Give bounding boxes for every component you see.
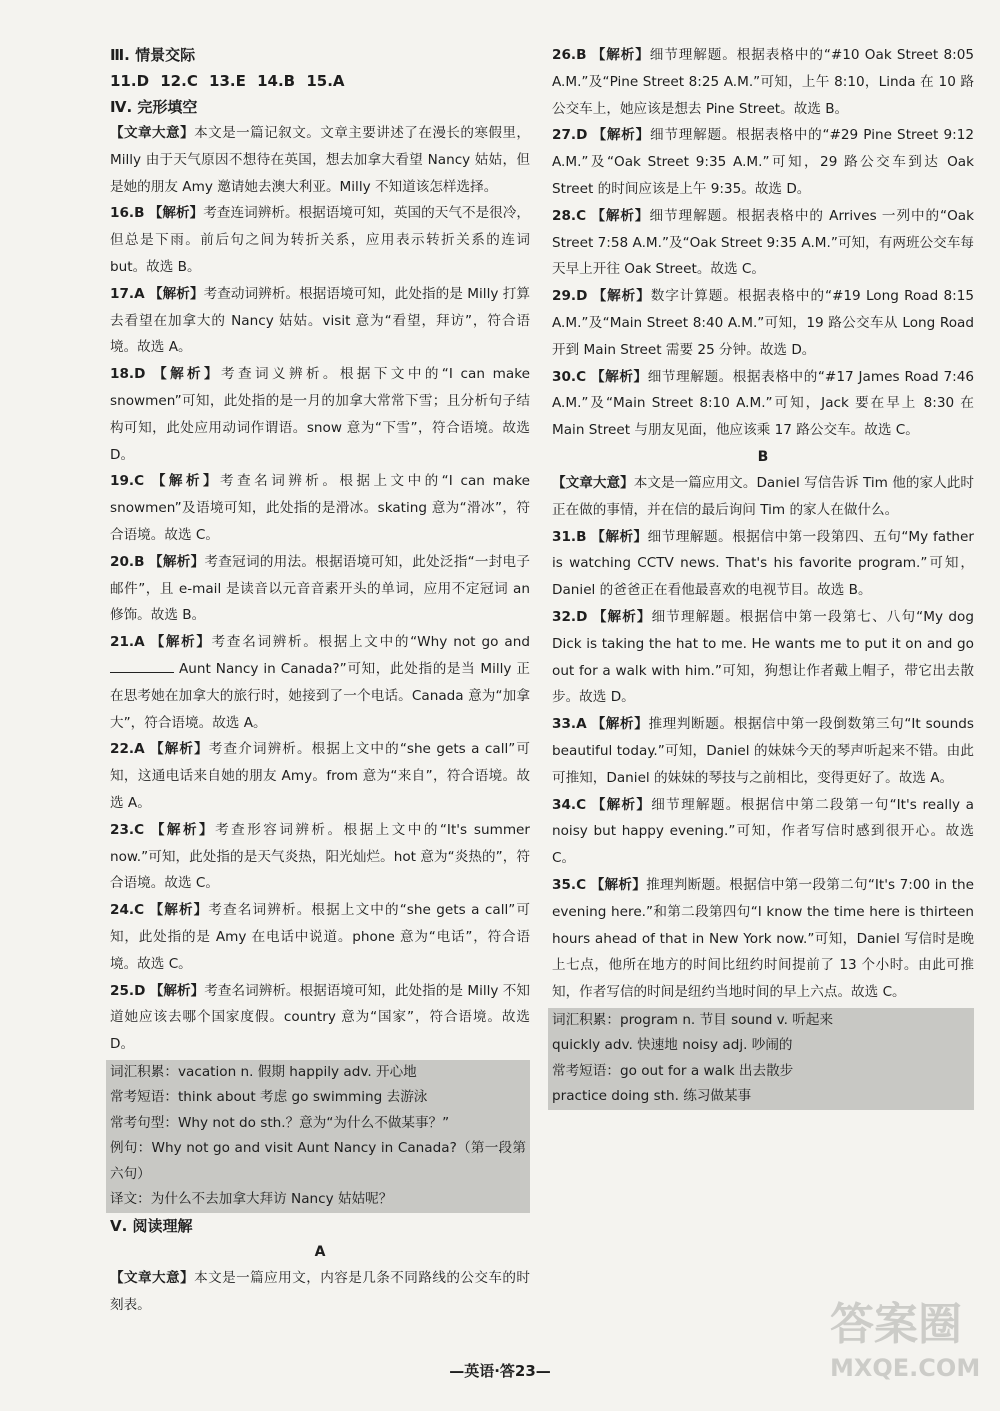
note-line: 例句：Why not go and visit Aunt Nancy in Canada?（第一段第六句）	[110, 1140, 526, 1182]
note-line: 词汇积累：program n. 节目 sound v. 听起来	[552, 1011, 834, 1028]
answer-item-21: 21.A 【解析】考查名词辨析。根据上文中的“Why not go and Aunt Nancy in Canada?”可知，此处指的是当 Milly 正在思考她在加拿大的旅行时，她接到了一个电话。Canada 意为“加拿大”，符合语境。故选 A。	[110, 634, 531, 731]
answer-item-19: 19.C 【解析】考查名词辨析。根据上文中的“I can make snowmen”及语境可知，此处指的是滑冰。skating 意为“滑冰”，符合语境。故选 C。	[110, 473, 531, 543]
answer-item-20: 20.B 【解析】考查冠词的用法。根据语境可知，此处泛指“一封电子邮件”，且 e-mail 是读音以元音音素开头的单词，应用不定冠词 an 修饰。故选 B。	[110, 553, 530, 624]
article-summary-cloze	[110, 120, 530, 200]
vocabulary-notes-box	[106, 1060, 530, 1213]
part-b-heading: B	[757, 448, 769, 465]
section-heading-3: Ⅲ. 情景交际	[110, 46, 196, 64]
note-line: 常考短语：think about 考虑 go swimming 去游泳	[110, 1089, 428, 1106]
answer-item-35: 35.C 【解析】推理判断题。根据信中第一段第二句“It's 7:00 in the evening here.”和第二段第四句“I know the time here is thirteen hours ahead of that in New York now.”可知，Daniel 写信时是晚上七点，他所在地方的时间比纽约时间提前了 13 个小时。由此可推知，作者写信的时间是纽约当地时间的早上六点。故选 C。	[552, 876, 975, 1001]
note-line: 译文：为什么不去加拿大拜访 Nancy 姑姑呢？	[110, 1191, 393, 1208]
answer-item-33: 33.A 【解析】推理判断题。根据信中第一段倒数第三句“It sounds beautiful today.”可知，Daniel 的妹妹今天的琴声听起来不错。由此可推知，Daniel 的妹妹的琴技与之前相比，变得更好了。故选 A。	[552, 716, 975, 786]
vocabulary-notes-box-right	[548, 1008, 974, 1110]
answer-item-17: 17.A 【解析】考查动词辨析。根据语境可知，此处指的是 Milly 打算去看望在加拿大的 Nancy 姑姑。visit 意为“看望，拜访”，符合语境。故选 A。	[110, 285, 531, 356]
right-column	[552, 42, 974, 1110]
section-heading-4: Ⅳ. 完形填空	[110, 98, 198, 116]
page-footer: —英语·答23—	[449, 1362, 551, 1380]
summary-tag: 【文章大意】	[110, 125, 195, 141]
article-summary-b: 【文章大意】本文是一篇应用文。Daniel 写信告诉 Tim 他的家人此时正在做的事情，并在信的最后询问 Tim 的家人在做什么。	[552, 474, 974, 518]
site-watermark	[830, 1300, 995, 1405]
answer-item-23: 23.C 【解析】考查形容词辨析。根据上文中的“It's summer now.”可知，此处指的是天气炎热，阳光灿烂。hot 意为“炎热的”，符合语境。故选 C。	[110, 821, 531, 892]
answer-item-32: 32.D 【解析】细节理解题。根据信中第一段第七、八句“My dog Dick is taking the hat to me. He wants me to put it on and go out for a walk with him.”可知，狗想让作者戴上帽子，带它出去散步。故选 D。	[552, 608, 974, 706]
left-column	[110, 42, 530, 1318]
watermark-text: 答案圈	[830, 1299, 962, 1350]
note-line: 常考句型：Why not do sth.？意为“为什么不做某事？”	[110, 1114, 450, 1131]
answer-item-24: 24.C 【解析】考查名词辨析。根据上文中的“she gets a call”可知，此处指的是 Amy 在电话中说道。phone 意为“电话”，符合语境。故选 C。	[110, 902, 531, 972]
answer-item-31: 31.B 【解析】细节理解题。根据信中第一段第四、五句“My father is watching CCTV news. That's his favorite program.”可知，Daniel 的爸爸正在看他最喜欢的电视节目。故选 B。	[552, 528, 974, 599]
note-line: 词汇积累：vacation n. 假期 happily adv. 开心地	[110, 1063, 417, 1080]
answer-item-18: 18.D 【解析】考查词义辨析。根据下文中的“I can make snowmen”可知，此处指的是一月的加拿大常常下雪；且分析句子结构可知，此处应用动词作谓语。snow 意为“下雪”，符合语境。故选 D。	[110, 366, 531, 463]
answers-11-15: 11.D 12.C 13.E 14.B 15.A	[110, 72, 345, 90]
answer-item-29: 29.D 【解析】数字计算题。根据表格中的“#19 Long Road 8:15 A.M.”及“Main Street 8:40 A.M.”可知，19 路公交车从 Long Road 开到 Main Street 需要 25 分钟。故选 D。	[552, 288, 974, 358]
answer-item-27: 27.D 【解析】细节理解题。根据表格中的“#29 Pine Street 9:12 A.M.”及“Oak Street 9:35 A.M.”可知，29 路公交车到达 Oak Street 的时间应该是上午 9:35。故选 D。	[552, 127, 974, 197]
part-a-heading: A	[314, 1243, 326, 1260]
answer-item-25: 25.D 【解析】考查名词辨析。根据语境可知，此处指的是 Milly 不知道她应该去哪个国家度假。country 意为“国家”，符合语境。故选 D。	[110, 982, 531, 1053]
watermark-url: MXQE.COM	[830, 1354, 981, 1382]
note-line: practice doing sth. 练习做某事	[552, 1088, 752, 1105]
answer-item-30: 30.C 【解析】细节理解题。根据表格中的“#17 James Road 7:46 A.M.”及“Main Street 8:10 A.M.”可知，Jack 要在早上 8:30 在 Main Street 与朋友见面，他应该乘 17 路公交车。故选 C。	[552, 368, 975, 439]
answer-item-28: 28.C 【解析】细节理解题。根据表格中的 Arrives 一列中的“Oak Street 7:58 A.M.”及“Oak Street 9:35 A.M.”可知，有两班公交车每天早上开往 Oak Street。故选 C。	[552, 207, 974, 278]
note-line: quickly adv. 快速地 noisy adj. 吵闹的	[552, 1037, 793, 1054]
answer-item-34: 34.C 【解析】细节理解题。根据信中第二段第一句“It's really a noisy but happy evening.”可知，作者写信时感到很开心。故选 C。	[552, 796, 974, 867]
article-summary-a: 【文章大意】本文是一篇应用文，内容是几条不同路线的公交车的时刻表。	[110, 1269, 531, 1313]
note-line: 常考短语：go out for a walk 出去散步	[552, 1062, 794, 1079]
summary-text: 本文是一篇记叙文。文章主要讲述了在漫长的寒假里，Milly 由于天气原因不想待在英国，想去加拿大看望 Nancy 姑姑，但是她的朋友 Amy 邀请她去澳大利亚。Milly 不知道该怎样选择。	[110, 125, 531, 195]
blank-line	[110, 660, 174, 673]
section-heading-5: Ⅴ. 阅读理解	[110, 1216, 193, 1235]
answer-item-22: 22.A 【解析】考查介词辨析。根据上文中的“she gets a call”可知，这通电话来自她的朋友 Amy。from 意为“来自”，符合语境。故选 A。	[110, 741, 531, 811]
answer-item-26: 26.B 【解析】细节理解题。根据表格中的“#10 Oak Street 8:05 A.M.”及“Pine Street 8:25 A.M.”可知，上午 8:10，Linda 在 10 路公交车上，她应该是想去 Pine Street。故选 B。	[552, 47, 974, 117]
answer-item-16: 16.B 【解析】考查连词辨析。根据语境可知，英国的天气不是很冷，但总是下雨。前后句之间为转折关系，应用表示转折关系的连词 but。故选 B。	[110, 205, 531, 275]
